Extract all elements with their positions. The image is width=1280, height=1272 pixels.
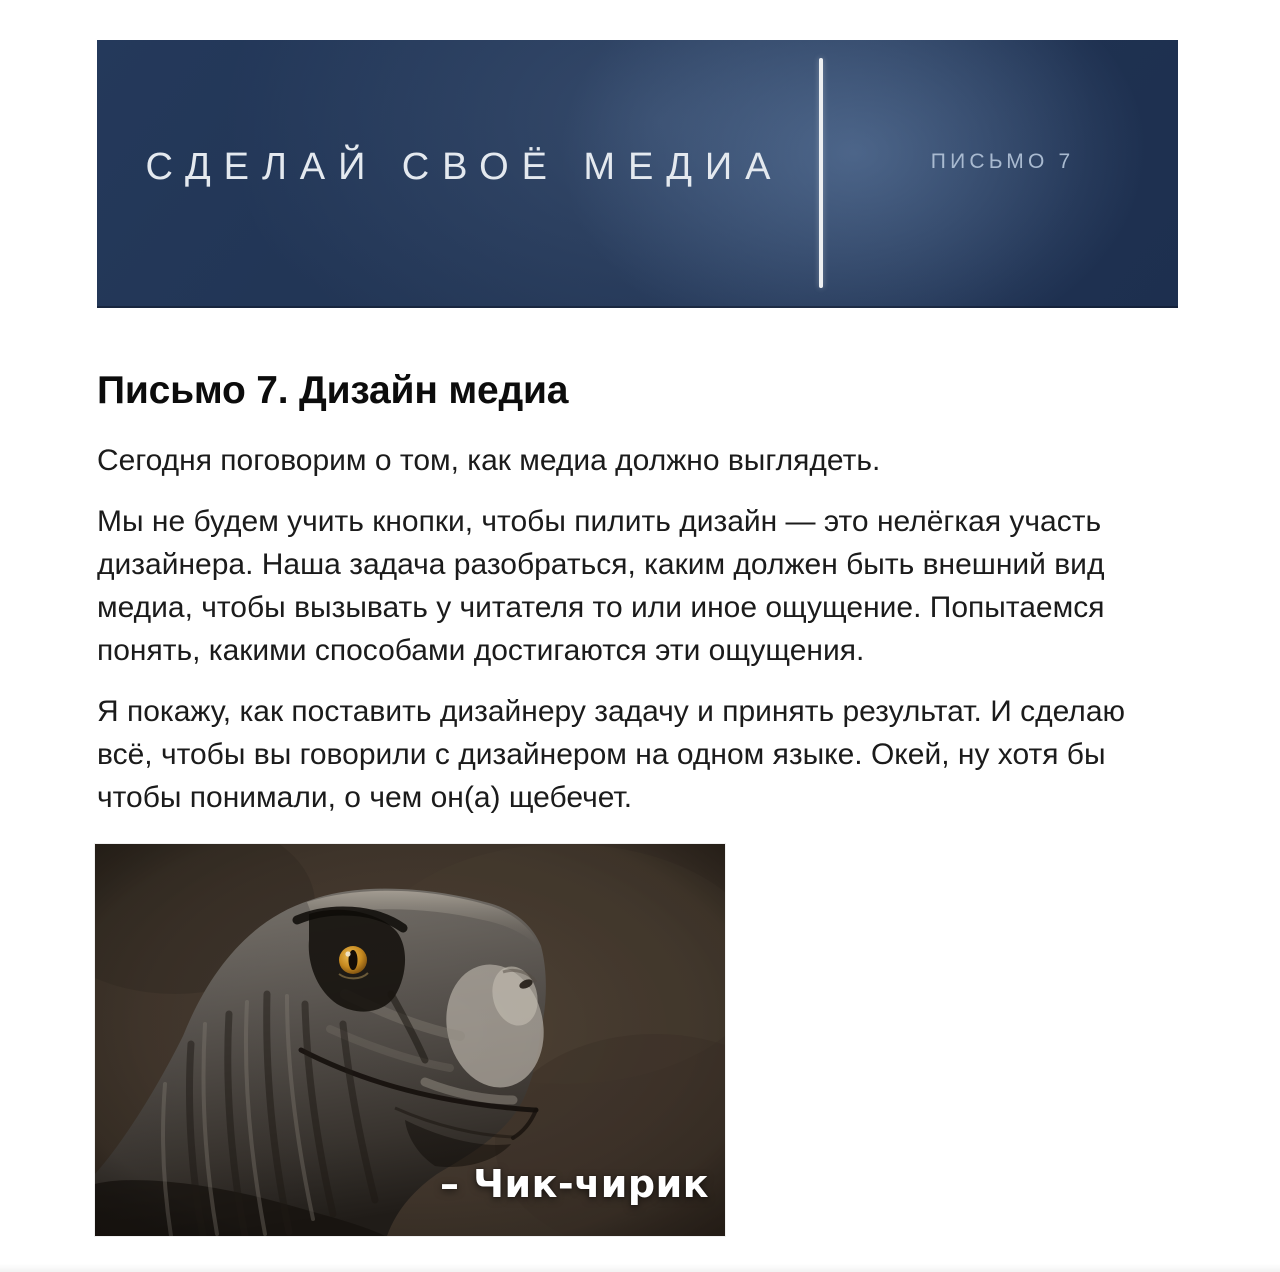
- banner-title-area: [97, 40, 819, 308]
- letter-paragraph-2: Мы не будем учить кнопки, чтобы пилить дизайн — это нелёгкая участь дизайнера. Наша задача разобраться, каким должен быть внешний вид медиа, чтобы вызывать у читателя то или иное ощущение. Попытаемся понять, какими способами достигаются эти ощущения.: [97, 504, 1105, 667]
- letter-content: [97, 308, 1180, 1236]
- image-caption: – Чик-чирик: [440, 1161, 709, 1206]
- letter-paragraph-1: Сегодня поговорим о том, как медиа должно выглядеть.: [97, 443, 881, 477]
- banner-title: СДЕЛАЙ СВОЁ МЕДИА: [145, 145, 784, 188]
- banner-issue-area: [823, 40, 1178, 308]
- letter-paragraph-3: Я покажу, как поставить дизайнеру задачу и принять результат. И сделаю всё, чтобы вы говорили с дизайнером на одном языке. Окей, ну хотя бы чтобы понимали, о чем он(а) щебечет.: [97, 694, 1125, 814]
- dinosaur-image: [95, 844, 725, 1236]
- page-bottom-edge: [0, 1264, 1280, 1272]
- banner-issue-label: ПИСЬМО 7: [930, 150, 1075, 173]
- header-banner: [97, 40, 1178, 308]
- letter-heading: Письмо 7. Дизайн медиа: [97, 369, 569, 412]
